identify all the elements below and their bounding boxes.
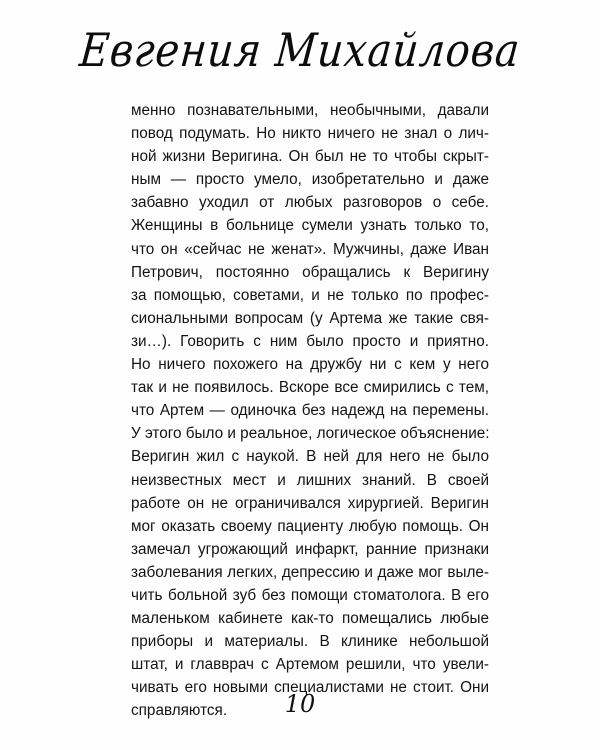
text-line: что Артем — одиночка без надежд на перемены.	[131, 402, 489, 420]
text-line: повод подумать. Но никто ничего не знал о лич-	[131, 125, 489, 143]
text-line: сиональными вопросам (у Артема же такие свя-	[131, 309, 489, 327]
text-line: Женщины в больнице сумели узнать только то,	[131, 217, 489, 235]
text-line: мог оказать своему пациенту любую помощь. Он	[131, 517, 489, 535]
text-line: приборы и материалы. В клинике небольшой	[131, 633, 489, 651]
text-line: штат, и главврач с Артемом решили, что увели-	[131, 656, 489, 674]
text-line: менно познавательными, необычными, давали	[131, 102, 489, 119]
text-line: заболевания легких, депрессию и даже мог выле-	[131, 563, 489, 581]
text-line: чить больной зуб без помощи стоматолога. В его	[131, 586, 489, 604]
text-line: за помощью, советами, и не только по профес-	[131, 286, 489, 304]
text-line: У этого было и реальное, логическое объяснение:	[131, 425, 490, 443]
body-text	[131, 99, 489, 723]
text-line: неизвестных мест и лишних знаний. В своей	[131, 471, 489, 489]
text-line: маленьком кабинете как-то помещались любые	[131, 610, 489, 628]
text-line: так и не появилось. Вскоре все смирились с тем,	[131, 379, 489, 397]
text-line: справляются.	[131, 702, 228, 720]
text-line: ным — просто умело, изобретательно и даже	[131, 171, 489, 189]
text-line: забавно уходил от любых разговоров о себе.	[131, 194, 489, 212]
text-line: Петрович, постоянно обращались к Веригину	[131, 263, 489, 281]
text-line: Веригин жил с наукой. В ней для него не было	[131, 448, 489, 466]
text-line: ной жизни Веригина. Он был не то чтобы скрыт-	[131, 148, 489, 166]
text-line: зи…). Говорить с ним было просто и приятно.	[131, 332, 489, 350]
text-line: чивать его новыми специалистами не стоит. Они	[131, 679, 489, 697]
page-number: 10	[284, 690, 316, 718]
text-line: Но ничего похожего на дружбу ни с кем у него	[131, 356, 489, 374]
text-line: что он «сейчас не женат». Мужчины, даже Иван	[131, 240, 489, 258]
text-line: замечал угрожающий инфаркт, ранние признаки	[131, 540, 489, 558]
running-header-author: Евгения Михайлова	[77, 24, 523, 78]
text-line: работе он не ограничивался хирургией. Веригин	[131, 494, 489, 512]
